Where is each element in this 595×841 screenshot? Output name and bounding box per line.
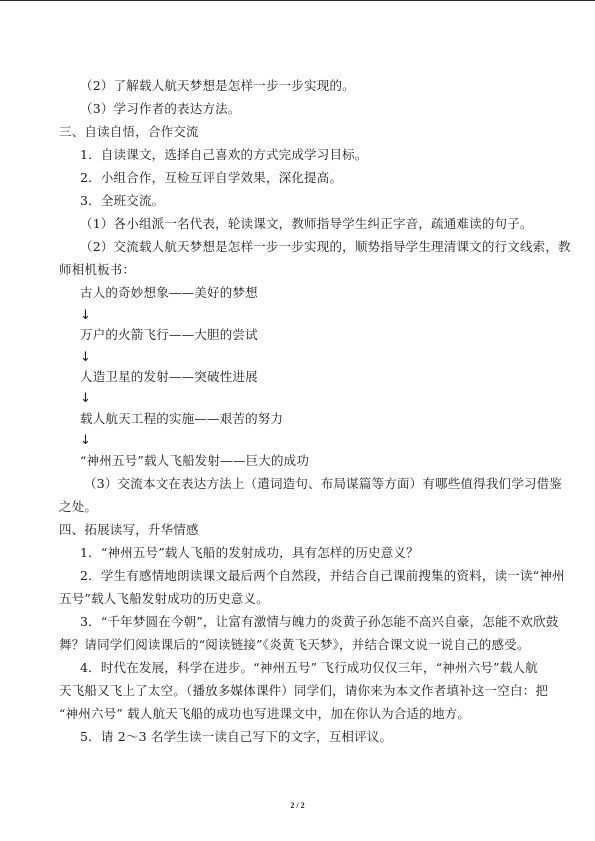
section-heading: 四、拓展读写，升华情感 xyxy=(59,522,199,537)
text-line: （2）交流载人航天梦想是怎样一步一步实现的，顺势指导学生理清课文的行文线索，教 xyxy=(80,239,571,254)
section-heading: 三、自读自悟，合作交流 xyxy=(59,124,199,139)
text-line: 五号”载人飞船发射成功的历史意义。 xyxy=(59,591,269,606)
text-line: 3．“千年梦圆在今朝”，让富有激情与魄力的炎黄子孙怎能不高兴自豪，怎能不欢欣鼓 xyxy=(80,614,559,629)
text-line: 2．小组合作，互检互评自学效果，深化提高。 xyxy=(80,170,343,185)
text-line: “神州六号” 载人航天飞船的成功也写进课文中，加在你认为合适的地方。 xyxy=(59,706,471,721)
down-arrow-icon: ↓ xyxy=(80,391,91,406)
down-arrow-icon: ↓ xyxy=(80,350,91,365)
text-line: 之处。 xyxy=(59,499,98,514)
board-step: 人造卫星的发射——突破性进展 xyxy=(80,369,258,384)
text-line: 5．请 2～3 名学生读一读自己写下的文字，互相评议。 xyxy=(80,729,393,744)
text-line: （2）了解载人航天梦想是怎样一步一步实现的。 xyxy=(80,78,355,93)
board-step: “神州五号”载人飞船发射——巨大的成功 xyxy=(80,453,310,468)
text-line: （3）学习作者的表达方法。 xyxy=(80,101,241,116)
text-line: 4．时代在发展，科学在进步。“神州五号” 飞行成功仅仅三年，“神州六号”载人航 xyxy=(80,660,538,675)
down-arrow-icon: ↓ xyxy=(80,433,91,448)
text-line: 2．学生有感情地朗读课文最后两个自然段，并结合自己课前搜集的资料，读一读“神州 xyxy=(80,568,565,583)
text-line: （1）各小组派一名代表，轮读课文，教师指导学生纠正字音，疏通难读的句子。 xyxy=(80,216,533,231)
text-line: 1．“神州五号”载人飞船的发射成功，具有怎样的历史意义？ xyxy=(80,545,419,560)
text-line: 师相机板书： xyxy=(59,262,136,277)
page-number: 2 / 2 xyxy=(290,801,305,810)
board-step: 古人的奇妙想象——美好的梦想 xyxy=(80,285,258,300)
board-step: 万户的火箭飞行——大胆的尝试 xyxy=(80,327,258,342)
text-line: 天飞船又飞上了太空。（播放多媒体课件）同学们，请你来为本文作者填补这一空白：把 xyxy=(59,683,549,698)
down-arrow-icon: ↓ xyxy=(80,308,91,323)
text-line: 1．自读课文，选择自己喜欢的方式完成学习目标。 xyxy=(80,147,368,162)
board-step: 载人航天工程的实施——艰苦的努力 xyxy=(80,411,284,426)
text-line: （3）交流本文在表达方法上（遣词造句、布局谋篇等方面）有哪些值得我们学习借鉴 xyxy=(84,476,563,491)
text-line: 3．全班交流。 xyxy=(80,193,165,208)
header-rule xyxy=(0,0,595,1)
text-line: 舞？请同学们阅读课后的“阅读链接”《炎黄飞天梦》，并结合课文说一说自己的感受。 xyxy=(59,637,530,652)
